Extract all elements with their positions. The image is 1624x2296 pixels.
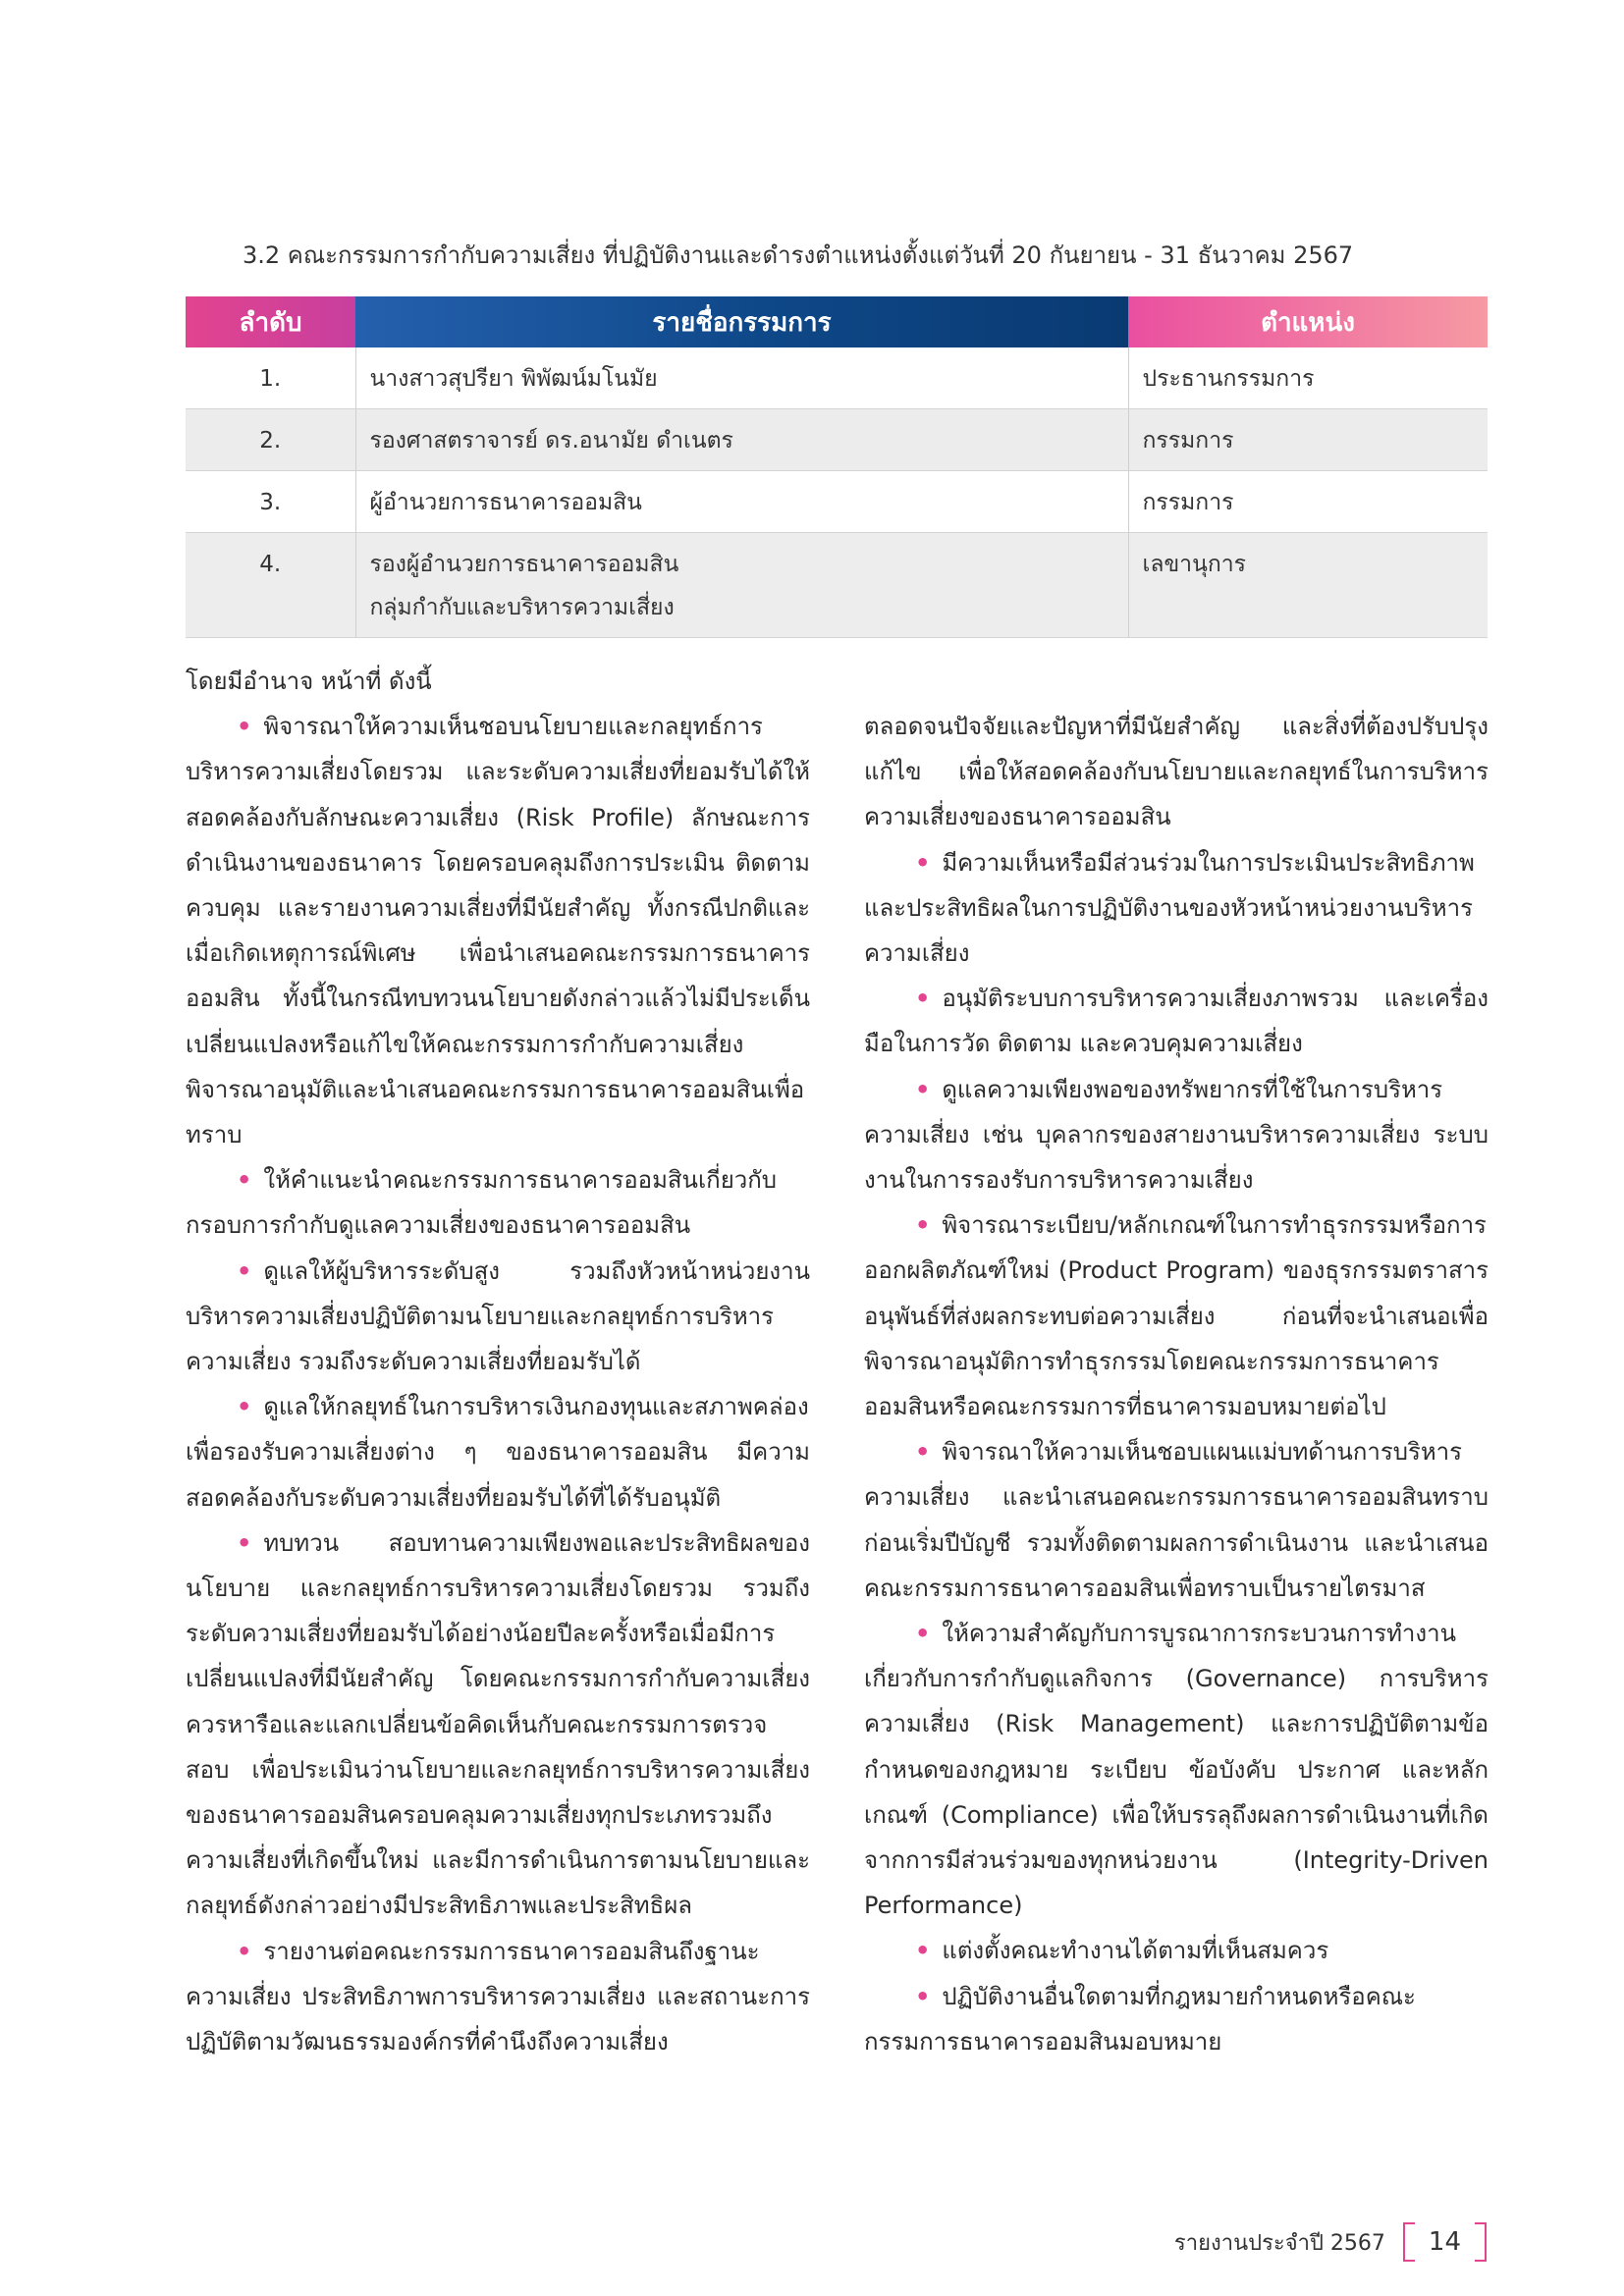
member-name: นางสาวสุปรียา พิพัฒน์มโนมัย xyxy=(355,347,1128,409)
bullet-icon: • xyxy=(237,1937,252,1965)
bullet-icon: • xyxy=(915,985,931,1013)
member-position: ประธานกรรมการ xyxy=(1128,347,1488,409)
header-position: ตำแหน่ง xyxy=(1128,296,1488,347)
body-left-column xyxy=(186,659,810,2064)
bracket-right-icon xyxy=(1475,2222,1487,2262)
row-number: 3. xyxy=(186,471,355,533)
bullet-icon: • xyxy=(237,1166,252,1195)
member-name: ผู้อำนวยการธนาคารออมสิน xyxy=(355,471,1128,533)
section-title: 3.2 คณะกรรมการกำกับความเสี่ยง ที่ปฏิบัติงานและดำรงตำแหน่งตั้งแต่วันที่ 20 กันยายน - 31 ธันวาคม 2567 xyxy=(243,241,1354,269)
bullet-icon: • xyxy=(915,1937,931,1965)
duty-item: • อนุมัติระบบการบริหารความเสี่ยงภาพรวม และเครื่องมือในการวัด ติดตาม และควบคุมความเสี่ยง xyxy=(864,985,1489,1058)
table-row xyxy=(186,471,1488,533)
duty-item: • ดูแลให้กลยุทธ์ในการบริหารเงินกองทุนและสภาพคล่องเพื่อรองรับความเสี่ยงต่าง ๆ ของธนาคารออมสิน มีความสอดคล้องกับระดับความเสี่ยงที่ยอมรับได้ที่ได้รับอนุมัติ xyxy=(186,1393,810,1512)
duty-item: • ทบทวน สอบทานความเพียงพอและประสิทธิผลของนโยบาย และกลยุทธ์การบริหารความเสี่ยงโดยรวม รวมถึงระดับความเสี่ยงที่ยอมรับได้อย่างน้อยปีละครั้งหรือเมื่อมีการเปลี่ยนแปลงที่มีนัยสำคัญ โดยคณะกรรมการกำกับความเสี่ยงควรหารือและแลกเปลี่ยนข้อคิดเห็นกับคณะกรรมการตรวจสอบ เพื่อประเมินว่านโยบายและกลยุทธ์การบริหารความเสี่ยงของธนาคารออมสินครอบคลุมความเสี่ยงทุกประเภทรวมถึงความเสี่ยงที่เกิดขึ้นใหม่ และมีการดำเนินการตามนโยบายและกลยุทธ์ดังกล่าวอย่างมีประสิทธิภาพและประสิทธิผล xyxy=(186,1528,810,1920)
bullet-icon: • xyxy=(237,1528,252,1557)
body-right-column xyxy=(864,704,1489,2064)
member-position: กรรมการ xyxy=(1128,471,1488,533)
bullet-icon: • xyxy=(915,1075,931,1103)
report-label: รายงานประจำปี 2567 xyxy=(1173,2230,1385,2256)
member-name: รองศาสตราจารย์ ดร.อนามัย ดำเนตร xyxy=(355,409,1128,471)
bullet-icon: • xyxy=(915,848,931,877)
table-header-row xyxy=(186,296,1488,347)
page-footer xyxy=(1174,2222,1487,2262)
member-name: รองผู้อำนวยการธนาคารออมสิน กลุ่มกำกับและบริหารความเสี่ยง xyxy=(355,533,1128,638)
page-number: 14 xyxy=(1428,2227,1461,2257)
duty-item-continuation: ตลอดจนปัจจัยและปัญหาที่มีนัยสำคัญ และสิ่งที่ต้องปรับปรุงแก้ไข เพื่อให้สอดคล้องกับนโยบายและกลยุทธ์ในการบริหารความเสี่ยงของธนาคารออมสิน xyxy=(864,713,1489,831)
duty-item: • พิจารณาให้ความเห็นชอบแผนแม่บทด้านการบริหารความเสี่ยง และนำเสนอคณะกรรมการธนาคารออมสินทราบก่อนเริ่มปีบัญชี รวมทั้งติดตามผลการดำเนินงาน และนำเสนอคณะกรรมการธนาคารออมสินเพื่อทราบเป็นรายไตรมาส xyxy=(864,1438,1489,1602)
header-names: รายชื่อกรรมการ xyxy=(355,296,1128,347)
table-row xyxy=(186,409,1488,471)
committee-table xyxy=(186,296,1488,638)
duty-item: • พิจารณาให้ความเห็นชอบนโยบายและกลยุทธ์การบริหารความเสี่ยงโดยรวม และระดับความเสี่ยงที่ยอมรับได้ให้สอดคล้องกับลักษณะความเสี่ยง (Risk Profile) ลักษณะการดำเนินงานของธนาคาร โดยครอบคลุมถึงการประเมิน ติดตาม ควบคุม และรายงานความเสี่ยงที่มีนัยสำคัญ ทั้งกรณีปกติและเมื่อเกิดเหตุการณ์พิเศษ เพื่อนำเสนอคณะกรรมการธนาคารออมสิน ทั้งนี้ในกรณีทบทวนนโยบายดังกล่าวแล้วไม่มีประเด็นเปลี่ยนแปลงหรือแก้ไขให้คณะกรรมการกำกับความเสี่ยงพิจารณาอนุมัติและนำเสนอคณะกรรมการธนาคารออมสินเพื่อทราบ xyxy=(186,713,810,1149)
bullet-icon: • xyxy=(915,1620,931,1648)
bullet-icon: • xyxy=(915,1982,931,2010)
duty-item: • แต่งตั้งคณะทำงานได้ตามที่เห็นสมควร xyxy=(915,1937,1329,1965)
duties-intro: โดยมีอำนาจ หน้าที่ ดังนี้ xyxy=(186,667,432,695)
duty-item: • ดูแลให้ผู้บริหารระดับสูง รวมถึงหัวหน้าหน่วยงานบริหารความเสี่ยงปฏิบัติตามนโยบายและกลยุทธ์การบริหารความเสี่ยง รวมถึงระดับความเสี่ยงที่ยอมรับได้ xyxy=(186,1256,810,1376)
bullet-icon: • xyxy=(237,713,252,741)
duty-item: • พิจารณาระเบียบ/หลักเกณฑ์ในการทำธุรกรรมหรือการออกผลิตภัณฑ์ใหม่ (Product Program) ของธุรกรรมตราสารอนุพันธ์ที่ส่งผลกระทบต่อความเสี่ยง ก่อนที่จะนำเสนอเพื่อพิจารณาอนุมัติการทำธุรกรรมโดยคณะกรรมการธนาคารออมสินหรือคณะกรรมการที่ธนาคารมอบหมายต่อไป xyxy=(864,1211,1489,1421)
duty-item: • ให้ความสำคัญกับการบูรณาการกระบวนการทำงานเกี่ยวกับการกำกับดูแลกิจการ (Governance) การบริหารความเสี่ยง (Risk Management) และการปฏิบัติตามข้อกำหนดของกฎหมาย ระเบียบ ข้อบังคับ ประกาศ และหลักเกณฑ์ (Compliance) เพื่อให้บรรลุถึงผลการดำเนินงานที่เกิดจากการมีส่วนร่วมของทุกหน่วยงาน (Integrity-Driven Performance) xyxy=(864,1620,1489,1920)
row-number: 4. xyxy=(186,533,355,638)
duty-item: • ปฏิบัติงานอื่นใดตามที่กฎหมายกำหนดหรือคณะกรรมการธนาคารออมสินมอบหมาย xyxy=(864,1982,1416,2056)
duty-item: • ให้คำแนะนำคณะกรรมการธนาคารออมสินเกี่ยวกับกรอบการกำกับดูแลความเสี่ยงของธนาคารออมสิน xyxy=(186,1166,777,1240)
duty-item: • มีความเห็นหรือมีส่วนร่วมในการประเมินประสิทธิภาพและประสิทธิผลในการปฏิบัติงานของหัวหน้าหน่วยงานบริหารความเสี่ยง xyxy=(864,848,1475,968)
table-row xyxy=(186,347,1488,409)
bullet-icon: • xyxy=(237,1393,252,1421)
duty-item: • ดูแลความเพียงพอของทรัพยากรที่ใช้ในการบริหารความเสี่ยง เช่น บุคลากรของสายงานบริหารความเสี่ยง ระบบงานในการรองรับการบริหารความเสี่ยง xyxy=(864,1075,1489,1195)
bracket-left-icon xyxy=(1403,2222,1415,2262)
row-number: 1. xyxy=(186,347,355,409)
member-position: เลขานุการ xyxy=(1128,533,1488,638)
member-position: กรรมการ xyxy=(1128,409,1488,471)
bullet-icon: • xyxy=(915,1211,931,1240)
row-number: 2. xyxy=(186,409,355,471)
header-order: ลำดับ xyxy=(186,296,355,347)
duty-item: • รายงานต่อคณะกรรมการธนาคารออมสินถึงฐานะความเสี่ยง ประสิทธิภาพการบริหารความเสี่ยง และสถานะการปฏิบัติตามวัฒนธรรมองค์กรที่คำนึงถึงความเสี่ยง xyxy=(186,1937,810,2056)
bullet-icon: • xyxy=(915,1438,931,1467)
table-row xyxy=(186,533,1488,638)
bullet-icon: • xyxy=(237,1256,252,1285)
